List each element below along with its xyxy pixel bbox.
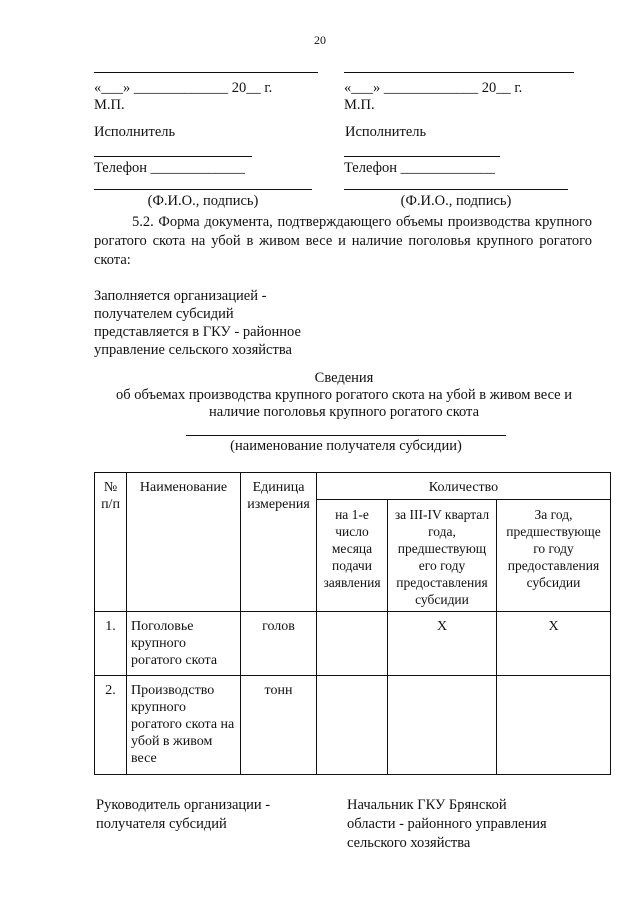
- left-executor-label: Исполнитель: [94, 124, 176, 140]
- header-unit: Единица измерения: [241, 473, 317, 612]
- right-executor-rule: [344, 156, 500, 157]
- header-name: Наименование: [127, 473, 241, 612]
- recipient-name-rule: [186, 435, 506, 436]
- footer-left: [96, 796, 270, 834]
- row-q1: [317, 676, 388, 775]
- note-block: [94, 287, 301, 359]
- footer-right-line: области - районного управления: [347, 816, 547, 832]
- header-q3: За год, предшествующе го году предоставления субсидии: [497, 500, 611, 612]
- table-row: [95, 612, 611, 676]
- note-line: управление сельского хозяйства: [94, 342, 292, 358]
- row-q3: [497, 676, 611, 775]
- footer-right-line: сельского хозяйства: [347, 835, 471, 851]
- left-executor-rule: [94, 156, 252, 157]
- row-name: Поголовье крупного рогатого скота: [127, 612, 241, 676]
- row-unit: тонн: [241, 676, 317, 775]
- row-num: 2.: [95, 676, 127, 775]
- row-q2: X: [388, 612, 497, 676]
- footer-left-line: Руководитель организации -: [96, 797, 271, 813]
- left-signature-top-rule: [94, 72, 318, 73]
- header-q2: за III-IV квартал года, предшествующ его году предоставления субсидии: [388, 500, 497, 612]
- form-title-line: Сведения: [314, 370, 374, 386]
- footer-right: [347, 796, 547, 853]
- header-num: № п/п: [95, 473, 127, 612]
- page-number: 20: [314, 33, 326, 47]
- row-q3: X: [497, 612, 611, 676]
- right-phone-label: Телефон _____________: [344, 160, 495, 176]
- left-name-sign-caption: (Ф.И.О., подпись): [147, 193, 259, 209]
- row-unit: голов: [241, 612, 317, 676]
- footer-left-line: получателя субсидий: [96, 816, 227, 832]
- note-line: представляется в ГКУ - районное: [94, 324, 301, 340]
- left-phone-label: Телефон _____________: [94, 160, 245, 176]
- form-title: [94, 370, 594, 421]
- footer-right-line: Начальник ГКУ Брянской: [347, 797, 507, 813]
- row-num: 1.: [95, 612, 127, 676]
- right-name-sign-rule: [344, 189, 568, 190]
- header-quantity: Количество: [317, 473, 611, 500]
- recipient-caption: (наименование получателя субсидии): [230, 438, 462, 454]
- section-paragraph: 5.2. Форма документа, подтверждающего объемы производства крупного рогатого скота на убой в живом весе и наличие поголовья крупного рогатого скота:: [94, 214, 592, 268]
- table-row: [95, 676, 611, 775]
- header-q1: на 1-е число месяца подачи заявления: [317, 500, 388, 612]
- form-title-line: наличие поголовья крупного рогатого скота: [208, 404, 480, 420]
- right-stamp-label: М.П.: [344, 97, 375, 113]
- data-table: [94, 472, 611, 775]
- row-q2: [388, 676, 497, 775]
- right-signature-top-rule: [344, 72, 574, 73]
- note-line: Заполняется организацией -: [94, 288, 267, 304]
- right-date-line: «___» _____________ 20__ г.: [344, 80, 523, 96]
- right-executor-label: Исполнитель: [345, 124, 427, 140]
- left-stamp-label: М.П.: [94, 97, 125, 113]
- row-name: Производство крупного рогатого скота на убой в живом весе: [127, 676, 241, 775]
- right-name-sign-caption: (Ф.И.О., подпись): [400, 193, 512, 209]
- left-date-line: «___» _____________ 20__ г.: [94, 80, 273, 96]
- left-name-sign-rule: [94, 189, 312, 190]
- note-line: получателем субсидий: [94, 306, 234, 322]
- form-title-line: об объемах производства крупного рогатого скота на убой в живом весе и: [115, 387, 572, 403]
- row-q1: [317, 612, 388, 676]
